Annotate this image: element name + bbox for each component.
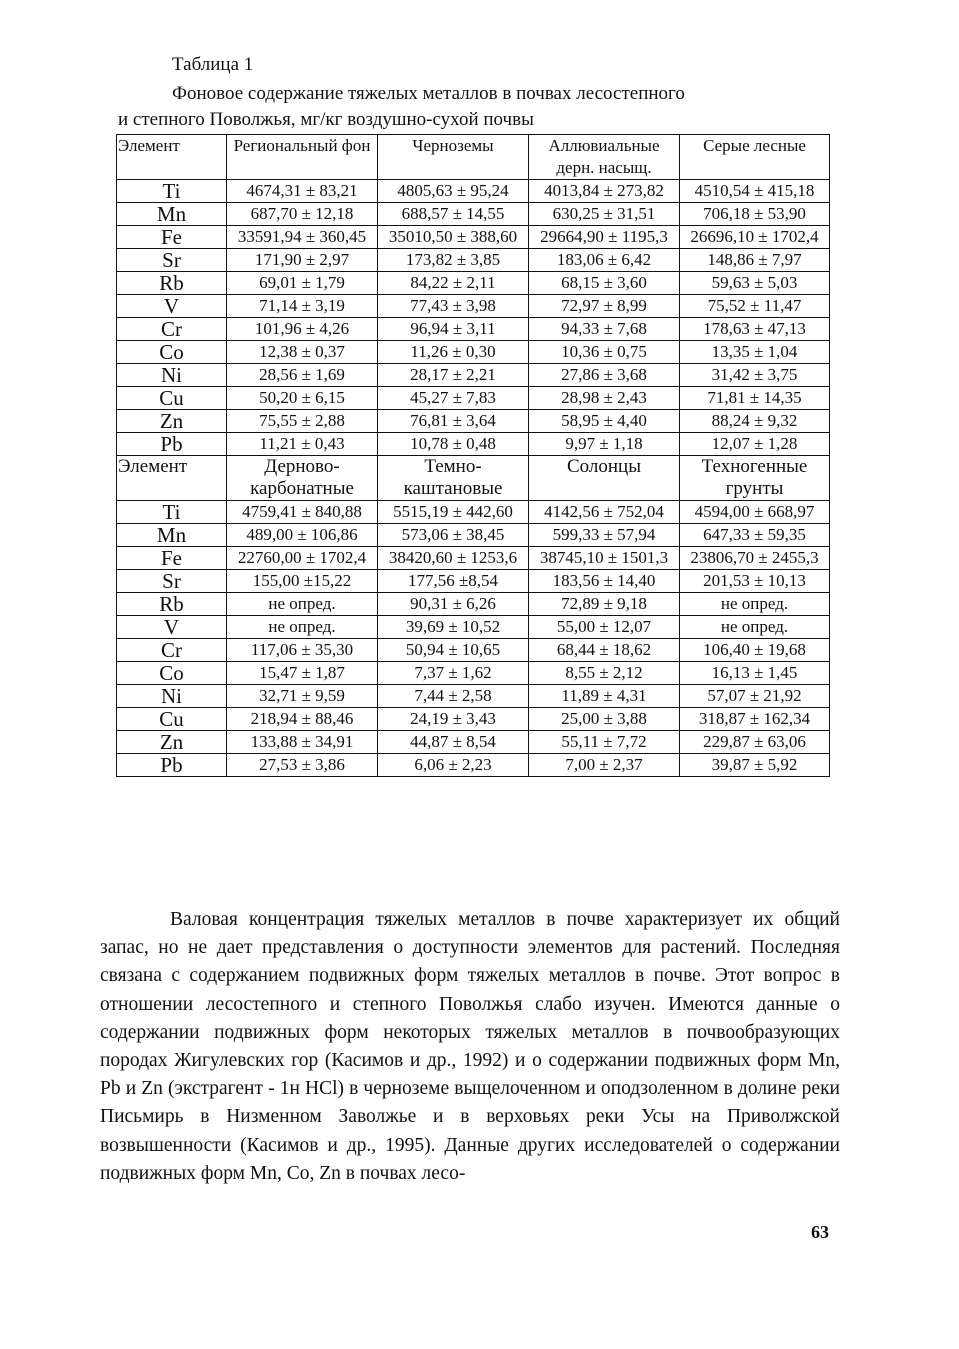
value-cell: 599,33 ± 57,94: [529, 524, 680, 547]
value-cell: 25,00 ± 3,88: [529, 708, 680, 731]
element-cell: Co: [117, 662, 227, 685]
value-cell: 173,82 ± 3,85: [378, 249, 529, 272]
value-cell: 50,94 ± 10,65: [378, 639, 529, 662]
value-cell: 75,52 ± 11,47: [680, 295, 830, 318]
table-header-cell: Техногенные грунты: [680, 456, 830, 501]
element-cell: Rb: [117, 593, 227, 616]
value-cell: 178,63 ± 47,13: [680, 318, 830, 341]
value-cell: 59,63 ± 5,03: [680, 272, 830, 295]
table-row: [117, 318, 830, 341]
value-cell: 45,27 ± 7,83: [378, 387, 529, 410]
value-cell: 94,33 ± 7,68: [529, 318, 680, 341]
body-paragraph: [100, 906, 840, 1188]
table-header-cell: Черноземы: [378, 135, 529, 180]
table-row: [117, 226, 830, 249]
table-row: [117, 364, 830, 387]
value-cell: 630,25 ± 31,51: [529, 203, 680, 226]
value-cell: 29664,90 ± 1195,3: [529, 226, 680, 249]
value-cell: 88,24 ± 9,32: [680, 410, 830, 433]
element-cell: Ti: [117, 180, 227, 203]
value-cell: 4510,54 ± 415,18: [680, 180, 830, 203]
page-number: 63: [811, 1222, 829, 1242]
table-title-line1: Фоновое содержание тяжелых металлов в почвах лесостепного: [172, 83, 685, 104]
table-row: [117, 341, 830, 364]
value-cell: 177,56 ±8,54: [378, 570, 529, 593]
table-row: [117, 731, 830, 754]
value-cell: 318,87 ± 162,34: [680, 708, 830, 731]
value-cell: 7,37 ± 1,62: [378, 662, 529, 685]
value-cell: 155,00 ±15,22: [227, 570, 378, 593]
value-cell: 229,87 ± 63,06: [680, 731, 830, 754]
table-row: [117, 593, 830, 616]
element-cell: Fe: [117, 547, 227, 570]
value-cell: 28,98 ± 2,43: [529, 387, 680, 410]
value-cell: 15,47 ± 1,87: [227, 662, 378, 685]
value-cell: 10,36 ± 0,75: [529, 341, 680, 364]
value-cell: 68,44 ± 18,62: [529, 639, 680, 662]
element-cell: Ni: [117, 685, 227, 708]
value-cell: 16,13 ± 1,45: [680, 662, 830, 685]
table-row: [117, 547, 830, 570]
value-cell: 24,19 ± 3,43: [378, 708, 529, 731]
value-cell: 90,31 ± 6,26: [378, 593, 529, 616]
value-cell: не опред.: [227, 593, 378, 616]
value-cell: 50,20 ± 6,15: [227, 387, 378, 410]
value-cell: 76,81 ± 3,64: [378, 410, 529, 433]
value-cell: 6,06 ± 2,23: [378, 754, 529, 777]
value-cell: 4013,84 ± 273,82: [529, 180, 680, 203]
value-cell: 647,33 ± 59,35: [680, 524, 830, 547]
value-cell: 31,42 ± 3,75: [680, 364, 830, 387]
table-header-cell: Темно-каштановые: [378, 456, 529, 501]
value-cell: 101,96 ± 4,26: [227, 318, 378, 341]
value-cell: 75,55 ± 2,88: [227, 410, 378, 433]
value-cell: 171,90 ± 2,97: [227, 249, 378, 272]
value-cell: 71,81 ± 14,35: [680, 387, 830, 410]
element-cell: Sr: [117, 570, 227, 593]
table-header-cell: Элемент: [117, 456, 227, 501]
table-row: [117, 410, 830, 433]
table-header-cell: Региональный фон: [227, 135, 378, 180]
element-cell: Pb: [117, 433, 227, 456]
value-cell: 26696,10 ± 1702,4: [680, 226, 830, 249]
value-cell: 8,55 ± 2,12: [529, 662, 680, 685]
element-cell: Mn: [117, 524, 227, 547]
value-cell: 35010,50 ± 388,60: [378, 226, 529, 249]
element-cell: Cr: [117, 639, 227, 662]
value-cell: 55,11 ± 7,72: [529, 731, 680, 754]
table-row: [117, 203, 830, 226]
value-cell: 44,87 ± 8,54: [378, 731, 529, 754]
value-cell: 39,87 ± 5,92: [680, 754, 830, 777]
table-row: [117, 524, 830, 547]
value-cell: 28,17 ± 2,21: [378, 364, 529, 387]
value-cell: 12,38 ± 0,37: [227, 341, 378, 364]
element-cell: Sr: [117, 249, 227, 272]
value-cell: 27,86 ± 3,68: [529, 364, 680, 387]
value-cell: 27,53 ± 3,86: [227, 754, 378, 777]
value-cell: 13,35 ± 1,04: [680, 341, 830, 364]
value-cell: 71,14 ± 3,19: [227, 295, 378, 318]
table-header-row: [117, 135, 830, 180]
table-header-cell: Серые лесные: [680, 135, 830, 180]
value-cell: 23806,70 ± 2455,3: [680, 547, 830, 570]
paragraph-text: Валовая концентрация тяжелых металлов в почве характеризует их общий запас, но не дает представления о доступности элементов для растений. Последняя связана с содержанием подвижных форм тяжелых металлов в почве. Этот вопрос в отношении лесостепного и степного Поволжья слабо изучен. Имеются данные о содержании подвижных форм некоторых тяжелых металлов в почвообразующих породах Жигулевских гор (Касимов и др., 1992) и о содержании подвижных форм Mn, Pb и Zn (экстрагент - 1н HCl) в черноземе выщелоченном и оподзоленном в долине реки Письмирь в Низменном Заволжье и в верховьях реки Усы на Приволжской возвышенности (Касимов и др., 1995). Данные других исследователей о содержании подвижных форм Mn, Co, Zn в почвах лесо-: [100, 909, 840, 1184]
value-cell: 4759,41 ± 840,88: [227, 501, 378, 524]
value-cell: 4674,31 ± 83,21: [227, 180, 378, 203]
value-cell: 687,70 ± 12,18: [227, 203, 378, 226]
element-cell: Zn: [117, 410, 227, 433]
table-header-cell: Солонцы: [529, 456, 680, 501]
element-cell: V: [117, 295, 227, 318]
table-row: [117, 180, 830, 203]
value-cell: 58,95 ± 4,40: [529, 410, 680, 433]
table-row: [117, 387, 830, 410]
value-cell: 55,00 ± 12,07: [529, 616, 680, 639]
element-cell: Cu: [117, 708, 227, 731]
value-cell: 706,18 ± 53,90: [680, 203, 830, 226]
value-cell: 4805,63 ± 95,24: [378, 180, 529, 203]
value-cell: 77,43 ± 3,98: [378, 295, 529, 318]
table-row: [117, 295, 830, 318]
element-cell: Co: [117, 341, 227, 364]
value-cell: 133,88 ± 34,91: [227, 731, 378, 754]
value-cell: 96,94 ± 3,11: [378, 318, 529, 341]
value-cell: 9,97 ± 1,18: [529, 433, 680, 456]
value-cell: 688,57 ± 14,55: [378, 203, 529, 226]
value-cell: 33591,94 ± 360,45: [227, 226, 378, 249]
value-cell: 7,44 ± 2,58: [378, 685, 529, 708]
value-cell: 11,21 ± 0,43: [227, 433, 378, 456]
value-cell: 183,06 ± 6,42: [529, 249, 680, 272]
value-cell: 5515,19 ± 442,60: [378, 501, 529, 524]
value-cell: 69,01 ± 1,79: [227, 272, 378, 295]
element-cell: Zn: [117, 731, 227, 754]
value-cell: 11,26 ± 0,30: [378, 341, 529, 364]
value-cell: 11,89 ± 4,31: [529, 685, 680, 708]
value-cell: 57,07 ± 21,92: [680, 685, 830, 708]
table-row: [117, 754, 830, 777]
value-cell: 4142,56 ± 752,04: [529, 501, 680, 524]
element-cell: Cu: [117, 387, 227, 410]
value-cell: 573,06 ± 38,45: [378, 524, 529, 547]
value-cell: 68,15 ± 3,60: [529, 272, 680, 295]
value-cell: 4594,00 ± 668,97: [680, 501, 830, 524]
table-row: [117, 685, 830, 708]
table-row: [117, 662, 830, 685]
value-cell: 218,94 ± 88,46: [227, 708, 378, 731]
element-cell: Ti: [117, 501, 227, 524]
value-cell: 12,07 ± 1,28: [680, 433, 830, 456]
value-cell: 148,86 ± 7,97: [680, 249, 830, 272]
table-row: [117, 708, 830, 731]
value-cell: 72,89 ± 9,18: [529, 593, 680, 616]
value-cell: 38745,10 ± 1501,3: [529, 547, 680, 570]
table-row: [117, 616, 830, 639]
element-cell: V: [117, 616, 227, 639]
element-cell: Ni: [117, 364, 227, 387]
value-cell: 39,69 ± 10,52: [378, 616, 529, 639]
table-header-cell: Аллювиальные дерн. насыщ.: [529, 135, 680, 180]
value-cell: 22760,00 ± 1702,4: [227, 547, 378, 570]
table-body: [117, 135, 830, 777]
value-cell: 32,71 ± 9,59: [227, 685, 378, 708]
value-cell: не опред.: [227, 616, 378, 639]
element-cell: Mn: [117, 203, 227, 226]
table-header-cell: Элемент: [117, 135, 227, 180]
table-row: [117, 272, 830, 295]
table-row: [117, 570, 830, 593]
table-title-line2: и степного Поволжья, мг/кг воздушно-сухой почвы: [118, 109, 534, 130]
element-cell: Fe: [117, 226, 227, 249]
table-row: [117, 433, 830, 456]
table-header-row: [117, 456, 830, 501]
table-row: [117, 501, 830, 524]
element-cell: Cr: [117, 318, 227, 341]
value-cell: 10,78 ± 0,48: [378, 433, 529, 456]
table-row: [117, 639, 830, 662]
value-cell: 489,00 ± 106,86: [227, 524, 378, 547]
heavy-metals-table: [116, 134, 830, 777]
value-cell: не опред.: [680, 593, 830, 616]
table-label: Таблица 1: [172, 54, 254, 75]
value-cell: 72,97 ± 8,99: [529, 295, 680, 318]
value-cell: не опред.: [680, 616, 830, 639]
value-cell: 106,40 ± 19,68: [680, 639, 830, 662]
value-cell: 7,00 ± 2,37: [529, 754, 680, 777]
value-cell: 183,56 ± 14,40: [529, 570, 680, 593]
value-cell: 201,53 ± 10,13: [680, 570, 830, 593]
value-cell: 84,22 ± 2,11: [378, 272, 529, 295]
element-cell: Pb: [117, 754, 227, 777]
value-cell: 28,56 ± 1,69: [227, 364, 378, 387]
table-row: [117, 249, 830, 272]
value-cell: 117,06 ± 35,30: [227, 639, 378, 662]
value-cell: 38420,60 ± 1253,6: [378, 547, 529, 570]
table-header-cell: Дерново-карбонатные: [227, 456, 378, 501]
element-cell: Rb: [117, 272, 227, 295]
